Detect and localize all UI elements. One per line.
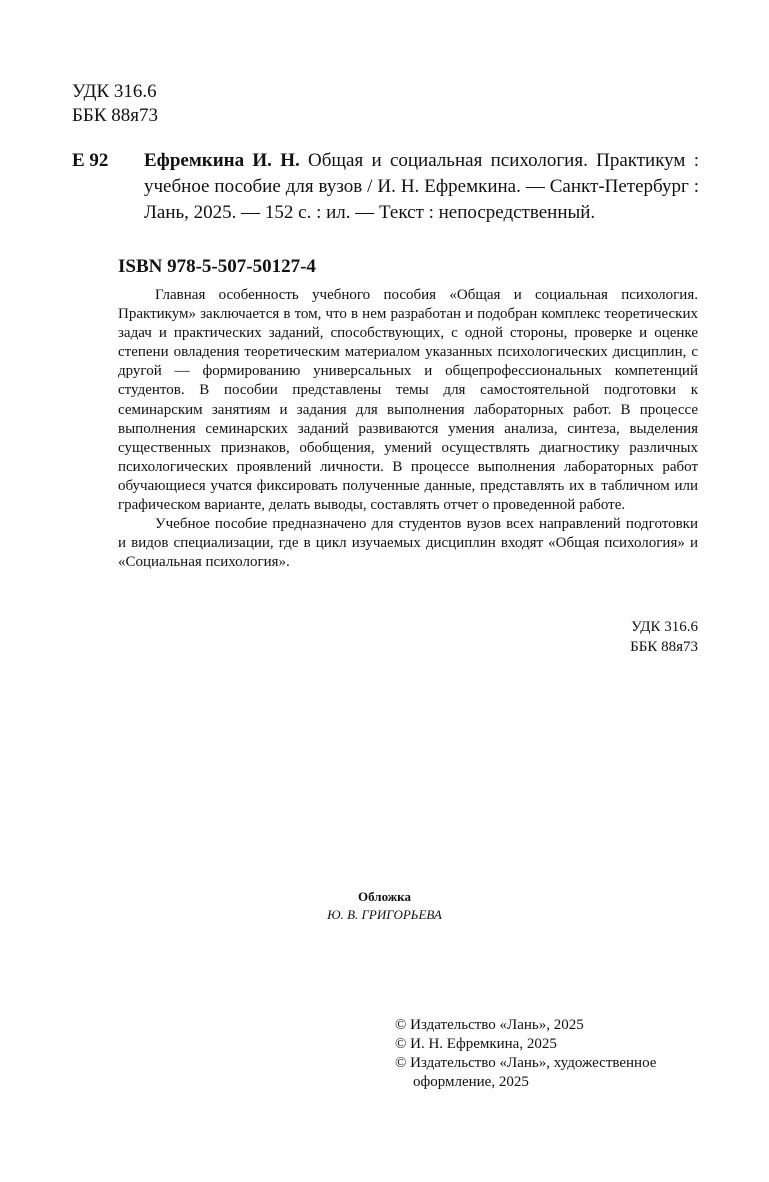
copyright-block [395, 1016, 695, 1092]
cover-designer: Ю. В. ГРИГОРЬЕВА [327, 907, 442, 922]
copyright-line: © И. Н. Ефремкина, 2025 [395, 1036, 557, 1052]
bibliographic-record [144, 148, 699, 226]
annotation-paragraph: Главная особенность учебного пособия «Общая и социальная психология. Практикум» заключается в том, что в нем разработан и подобран комплекс теоретических задач и практических заданий, способствующих, с одной стороны, проверке и оценке степени овладения теоретическим материалом указанных психологических дисциплин, с другой — формированию универсальных и общепрофессиональных компетенций студентов. В пособии представлены темы для самостоятельной подготовки к семинарским занятиям и задания для выполнения лабораторных работ. В процессе выполнения семинарских заданий развиваются умения анализа, синтеза, выделения существенных признаков, обобщения, умений осуществлять диагностику различных психологических проявлений личности. В процессе выполнения лабораторных работ обучающиеся учатся фиксировать полученные данные, представлять их в табличном или графическом варианте, делать выводы, составлять отчет о проведенной работе. [118, 287, 698, 514]
isbn: ISBN 978-5-507-50127-4 [118, 256, 316, 277]
copyright-line: © Издательство «Лань», художественное оформление, 2025 [395, 1055, 657, 1090]
annotation [118, 286, 698, 572]
author-name: Ефремкина И. Н. [144, 150, 300, 171]
cover-credit [0, 888, 769, 924]
bbk-code-bottom: ББК 88я73 [630, 638, 698, 655]
annotation-paragraph: Учебное пособие предназначено для студентов вузов всех направлений подготовки и видов специализации, где в цикл изучаемых дисциплин входят «Общая психология» и «Социальная психология». [118, 516, 698, 571]
cover-label: Обложка [358, 889, 411, 904]
bbk-code: ББК 88я73 [72, 105, 158, 126]
copyright-line: © Издательство «Лань», 2025 [395, 1017, 584, 1033]
udk-code-bottom: УДК 316.6 [631, 619, 698, 635]
classification-block [72, 80, 158, 128]
bibliographic-description: Общая и социальная психология. Практикум : учебное пособие для вузов / И. Н. Ефремкина. — Санкт-Петербург : Лань, 2025. — 152 с. : ил. — Текст : непосредственный. [144, 150, 700, 223]
author-mark: Е 92 [72, 150, 109, 171]
udk-code: УДК 316.6 [72, 81, 157, 102]
classification-block-bottom [560, 618, 698, 657]
